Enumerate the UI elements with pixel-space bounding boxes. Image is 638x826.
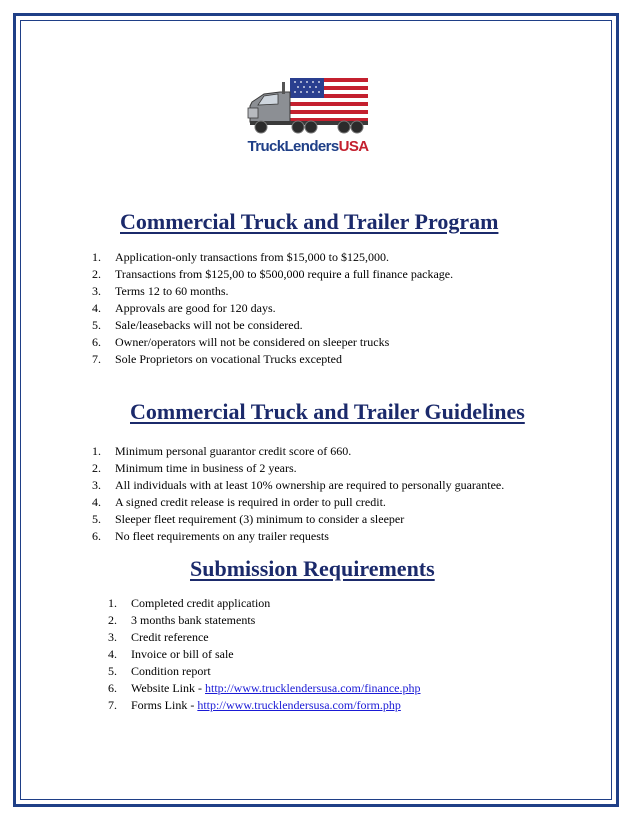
- forms-link[interactable]: http://www.trucklendersusa.com/form.php: [197, 698, 401, 712]
- guidelines-heading: Commercial Truck and Trailer Guidelines: [130, 399, 525, 424]
- submission-list: [108, 595, 421, 714]
- list-item: 7. Sole Proprietors on vocational Trucks excepted: [92, 352, 342, 366]
- list-item: 5. Sale/leasebacks will not be considered.: [92, 318, 303, 332]
- list-item: 4. Invoice or bill of sale: [108, 647, 234, 661]
- list-item: 1. Completed credit application: [108, 596, 271, 610]
- list-item: 1. Application-only transactions from $15,000 to $125,000.: [92, 250, 389, 264]
- list-item: 3. Credit reference: [108, 630, 209, 644]
- list-item: 2. Transactions from $125,00 to $500,000 require a full finance package.: [92, 267, 454, 281]
- program-heading: Commercial Truck and Trailer Program: [120, 209, 499, 234]
- truck-with-flag-logo-icon: [246, 72, 370, 138]
- company-logo: [246, 72, 370, 162]
- program-list: [92, 249, 453, 368]
- list-item: 4. Approvals are good for 120 days.: [92, 301, 276, 315]
- list-item: 1. Minimum personal guarantor credit score of 660.: [92, 444, 352, 458]
- list-item: 2. 3 months bank statements: [108, 613, 256, 627]
- list-item: 7. Forms Link - http://www.trucklendersusa.com/form.php: [108, 698, 401, 712]
- list-item: 5. Sleeper fleet requirement (3) minimum to consider a sleeper: [92, 512, 405, 526]
- submission-heading: Submission Requirements: [190, 556, 435, 581]
- list-item: 3. All individuals with at least 10% ownership are required to personally guarantee.: [92, 478, 505, 492]
- list-item: 4. A signed credit release is required in order to pull credit.: [92, 495, 386, 509]
- list-item: 2. Minimum time in business of 2 years.: [92, 461, 297, 475]
- logo-wordmark: TruckLendersUSA: [247, 138, 369, 155]
- list-item: 6. No fleet requirements on any trailer requests: [92, 529, 329, 543]
- list-item: 5. Condition report: [108, 664, 211, 678]
- website-link[interactable]: http://www.trucklendersusa.com/finance.php: [205, 681, 421, 695]
- list-item: 6. Website Link - http://www.trucklendersusa.com/finance.php: [108, 681, 421, 695]
- guidelines-list: [92, 443, 504, 545]
- list-item: 3. Terms 12 to 60 months.: [92, 284, 229, 298]
- list-item: 6. Owner/operators will not be considered on sleeper trucks: [92, 335, 390, 349]
